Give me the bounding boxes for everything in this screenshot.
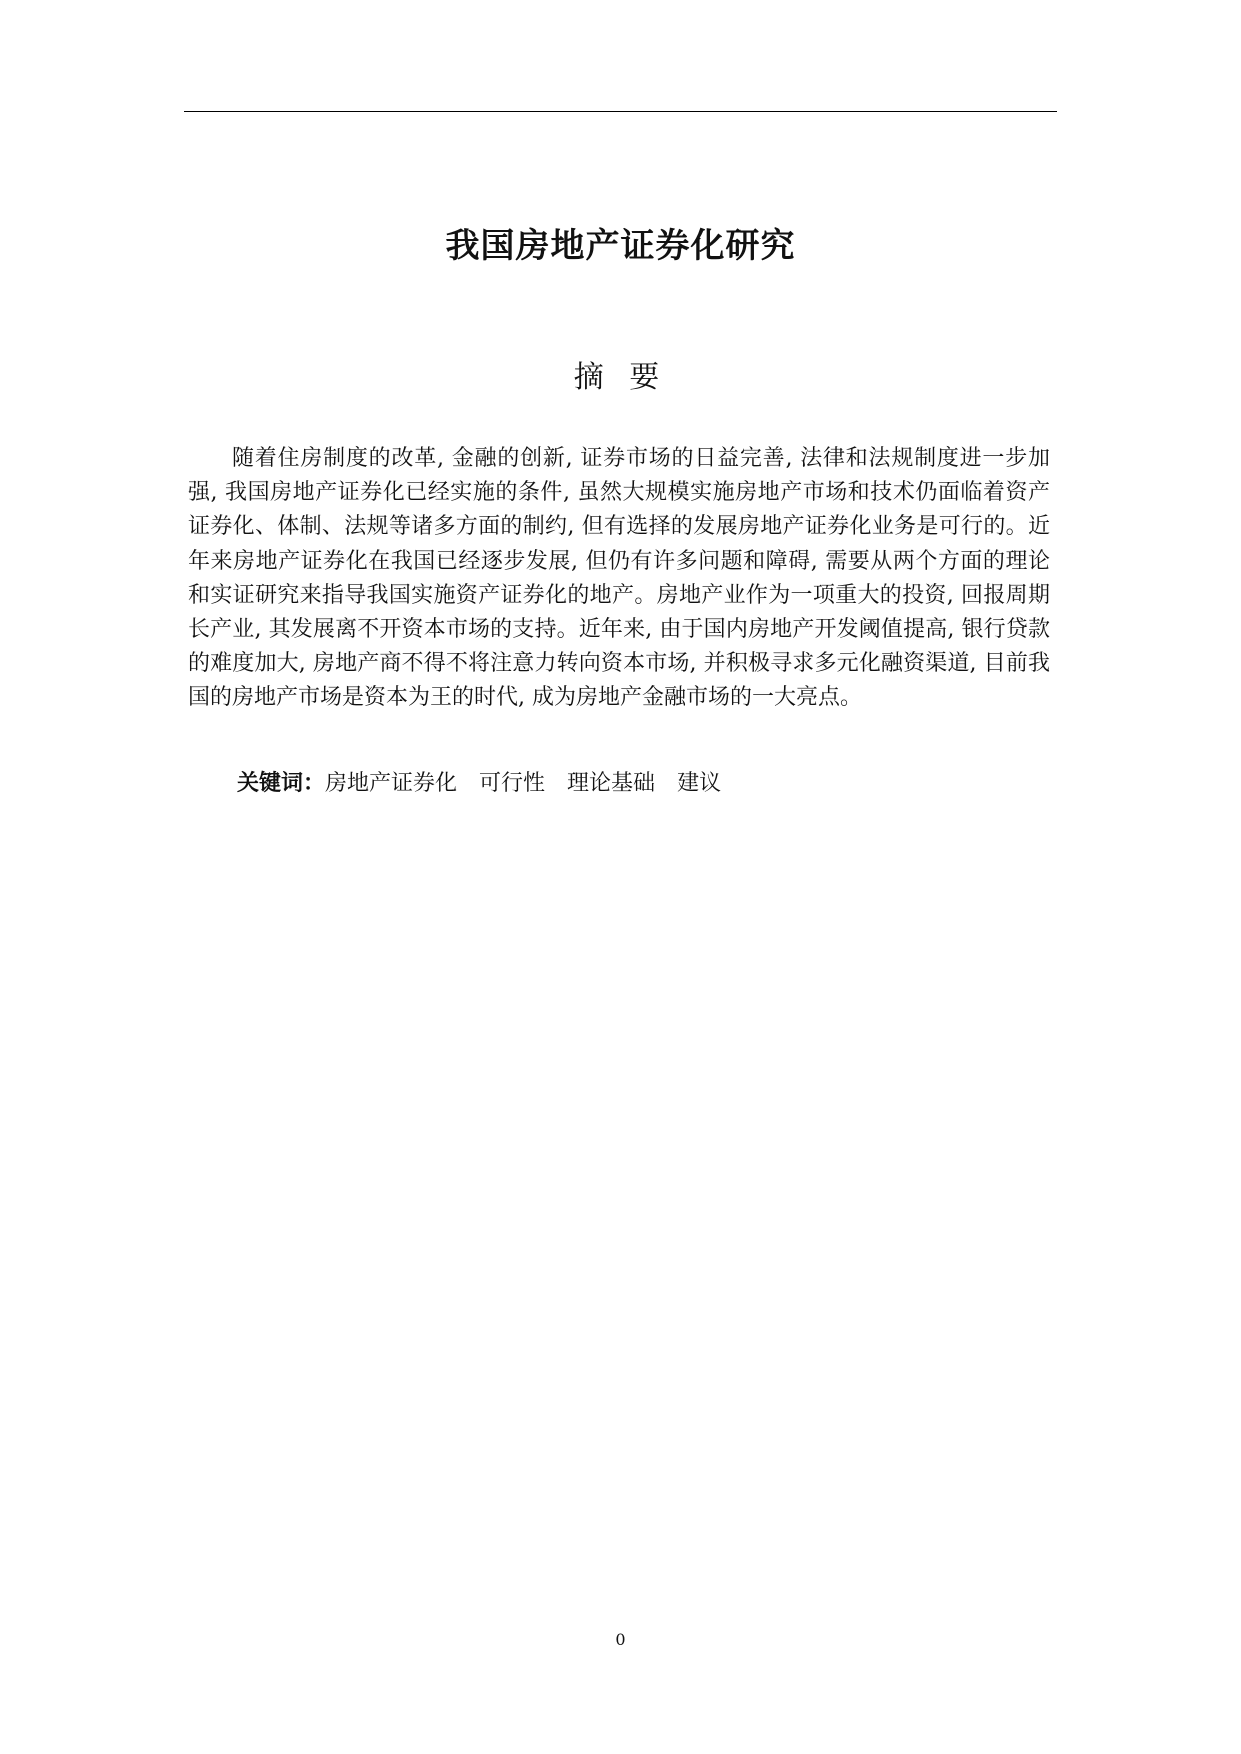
- abstract-body: 随着住房制度的改革, 金融的创新, 证券市场的日益完善, 法律和法规制度进一步加强, 我国房地产证券化已经实施的条件, 虽然大规模实施房地产市场和技术仍面临着资产证券化、体制、法规等诸多方面的制约, 但有选择的发展房地产证券化业务是可行的。近年来房地产证券化在我国已经逐步发展, 但仍有许多问题和障碍, 需要从两个方面的理论和实证研究来指导我国实施资产证券化的地产。房地产业作为一项重大的投资, 回报周期长产业, 其发展离不开资本市场的支持。近年来, 由于国内房地产开发阈值提高, 银行贷款的难度加大, 房地产商不得不将注意力转向资本市场, 并积极寻求多元化融资渠道, 目前我国的房地产市场是资本为王的时代, 成为房地产金融市场的一大亮点。: [188, 446, 1050, 711]
- keyword-item: 理论基础: [567, 771, 656, 796]
- keyword-item: 可行性: [479, 771, 546, 796]
- document-title: 我国房地产证券化研究: [445, 226, 796, 266]
- page-number: 0: [615, 1630, 626, 1649]
- keyword-item: 房地产证券化: [325, 771, 458, 796]
- abstract-heading: 摘 要: [573, 360, 668, 395]
- keyword-item: 建议: [677, 771, 722, 796]
- keywords-label: 关键词：: [237, 771, 326, 796]
- header-rule: [184, 111, 1057, 112]
- keywords-line: [237, 767, 1037, 801]
